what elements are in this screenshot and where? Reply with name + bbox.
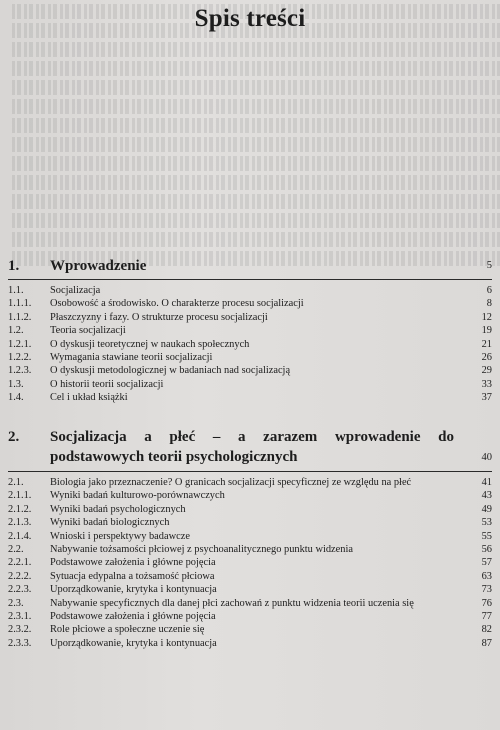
entry-title: Sytuacja edypalna a tożsamość płciowa [50,570,215,582]
chapter-1 [8,256,492,405]
entry-title: Podstawowe założenia i główne pojęcia [50,611,216,623]
page-title: Spis treści [194,5,306,32]
entry-number: 2.1. [8,477,24,488]
toc-entry [8,570,492,583]
entry-number: 1.4. [8,392,24,404]
entry-title: Wnioski i perspektywy badawcze [50,530,190,542]
entry-page: 26 [481,352,492,364]
entry-page: 19 [481,325,492,337]
chapter-page: 40 [481,452,492,463]
chapter-title: Wprowadzenie [50,258,147,274]
entry-title: Teoria socjalizacji [50,325,126,337]
toc-entry [8,338,492,351]
toc-entry [8,489,492,502]
entry-number: 1.1.1. [8,298,32,310]
entry-page: 8 [486,298,492,310]
entry-title: Wyniki badań kulturowo-porównawczych [50,490,225,502]
entry-page: 43 [481,490,492,502]
entry-number: 2.3.3. [8,637,32,649]
entry-title: Uporządkowanie, krytyka i kontynuacja [50,584,217,596]
entry-number: 1.2. [8,325,24,337]
entry-number: 2.1.3. [8,517,32,529]
toc-entry [8,530,492,543]
entry-number: 2.1.4. [8,530,32,542]
entry-number: 2.3. [8,597,24,609]
toc-entry [8,297,492,310]
entry-title: Osobowość a środowisko. O charakterze procesu socjalizacji [50,298,304,310]
entry-number: 1.3. [8,378,24,390]
entry-page: 6 [486,285,492,296]
entry-page: 37 [481,392,492,404]
entry-number: 1.2.1. [8,338,32,350]
divider [8,279,492,280]
entry-number: 2.2.3. [8,584,32,596]
entry-page: 82 [481,624,492,636]
toc-entry [8,284,492,297]
entry-title: O historii teorii socjalizacji [50,378,164,390]
bleed-through-text [12,0,500,300]
entry-number: 2.2.1. [8,557,32,569]
entry-title: Płaszczyzny i fazy. O strukturze procesu socjalizacji [50,311,268,323]
entry-title: Uporządkowanie, krytyka i kontynuacja [50,637,217,649]
toc-entry [8,391,492,404]
entry-title: O dyskusji teoretycznej w naukach społecznych [50,338,250,350]
entry-number: 2.2. [8,544,24,556]
toc-entry [8,378,492,391]
divider [8,471,492,472]
toc-entry [8,543,492,556]
entry-title: Socjalizacja [50,285,101,296]
entry-title: Podstawowe założenia i główne pojęcia [50,557,216,569]
toc-entry [8,516,492,529]
entry-page: 76 [481,597,492,609]
chapter-title: Socjalizacja a płeć – a zarazem wprowadenie do podstawowych teorii psychologicznych [50,429,454,465]
entry-title: Nabywanie specyficznych dla danej płci zachowań z punktu widzenia teorii uczenia się [50,597,414,609]
chapter-number: 2. [8,429,20,445]
entry-page: 63 [481,570,492,582]
chapter-page: 5 [486,260,492,271]
entry-number: 2.3.1. [8,611,32,623]
entry-title: Biologia jako przeznaczenie? O granicach socjalizacji specyficznej ze względu na płeć [50,477,412,488]
chapter-2 [8,427,492,650]
entry-number: 2.1.1. [8,490,32,502]
entry-title: Wyniki badań psychologicznych [50,503,186,515]
toc-entry [8,637,492,650]
entry-page: 41 [481,477,492,488]
toc-entry [8,311,492,324]
toc-entry [8,351,492,364]
entry-page: 33 [481,378,492,390]
toc-entry [8,503,492,516]
toc-entry [8,623,492,636]
entry-page: 21 [481,338,492,350]
entry-title: Wyniki badań biologicznych [50,517,170,529]
toc-entry [8,476,492,489]
entry-number: 1.2.3. [8,365,32,377]
entry-page: 49 [481,503,492,515]
entry-number: 1.1.2. [8,311,32,323]
entry-title: Nabywanie tożsamości płciowej z psychoanalitycznego punktu widzenia [50,544,353,556]
entry-page: 29 [481,365,492,377]
entry-page: 73 [481,584,492,596]
entry-number: 1.2.2. [8,352,32,364]
entry-page: 12 [481,311,492,323]
entry-number: 2.2.2. [8,570,32,582]
entry-list [8,476,492,650]
entry-page: 87 [481,637,492,649]
entry-title: Wymagania stawiane teorii socjalizacji [50,352,213,364]
entry-page: 56 [481,544,492,556]
toc-entry [8,324,492,337]
chapter-heading [8,256,492,276]
entry-list [8,284,492,405]
chapter-heading [8,427,492,468]
entry-title: Role płciowe a społeczne uczenie się [50,624,205,636]
toc-entry [8,364,492,377]
toc-entry [8,583,492,596]
toc-entry [8,597,492,610]
entry-page: 77 [481,611,492,623]
entry-title: O dyskusji metodologicznej w badaniach nad socjalizacją [50,365,291,377]
entry-number: 1.1. [8,285,24,296]
entry-number: 2.3.2. [8,624,32,636]
entry-number: 2.1.2. [8,503,32,515]
entry-page: 57 [481,557,492,569]
entry-page: 53 [481,517,492,529]
chapter-number: 1. [8,258,20,274]
entry-title: Cel i układ książki [50,392,128,404]
entry-page: 55 [481,530,492,542]
toc-entry [8,610,492,623]
toc-entry [8,556,492,569]
